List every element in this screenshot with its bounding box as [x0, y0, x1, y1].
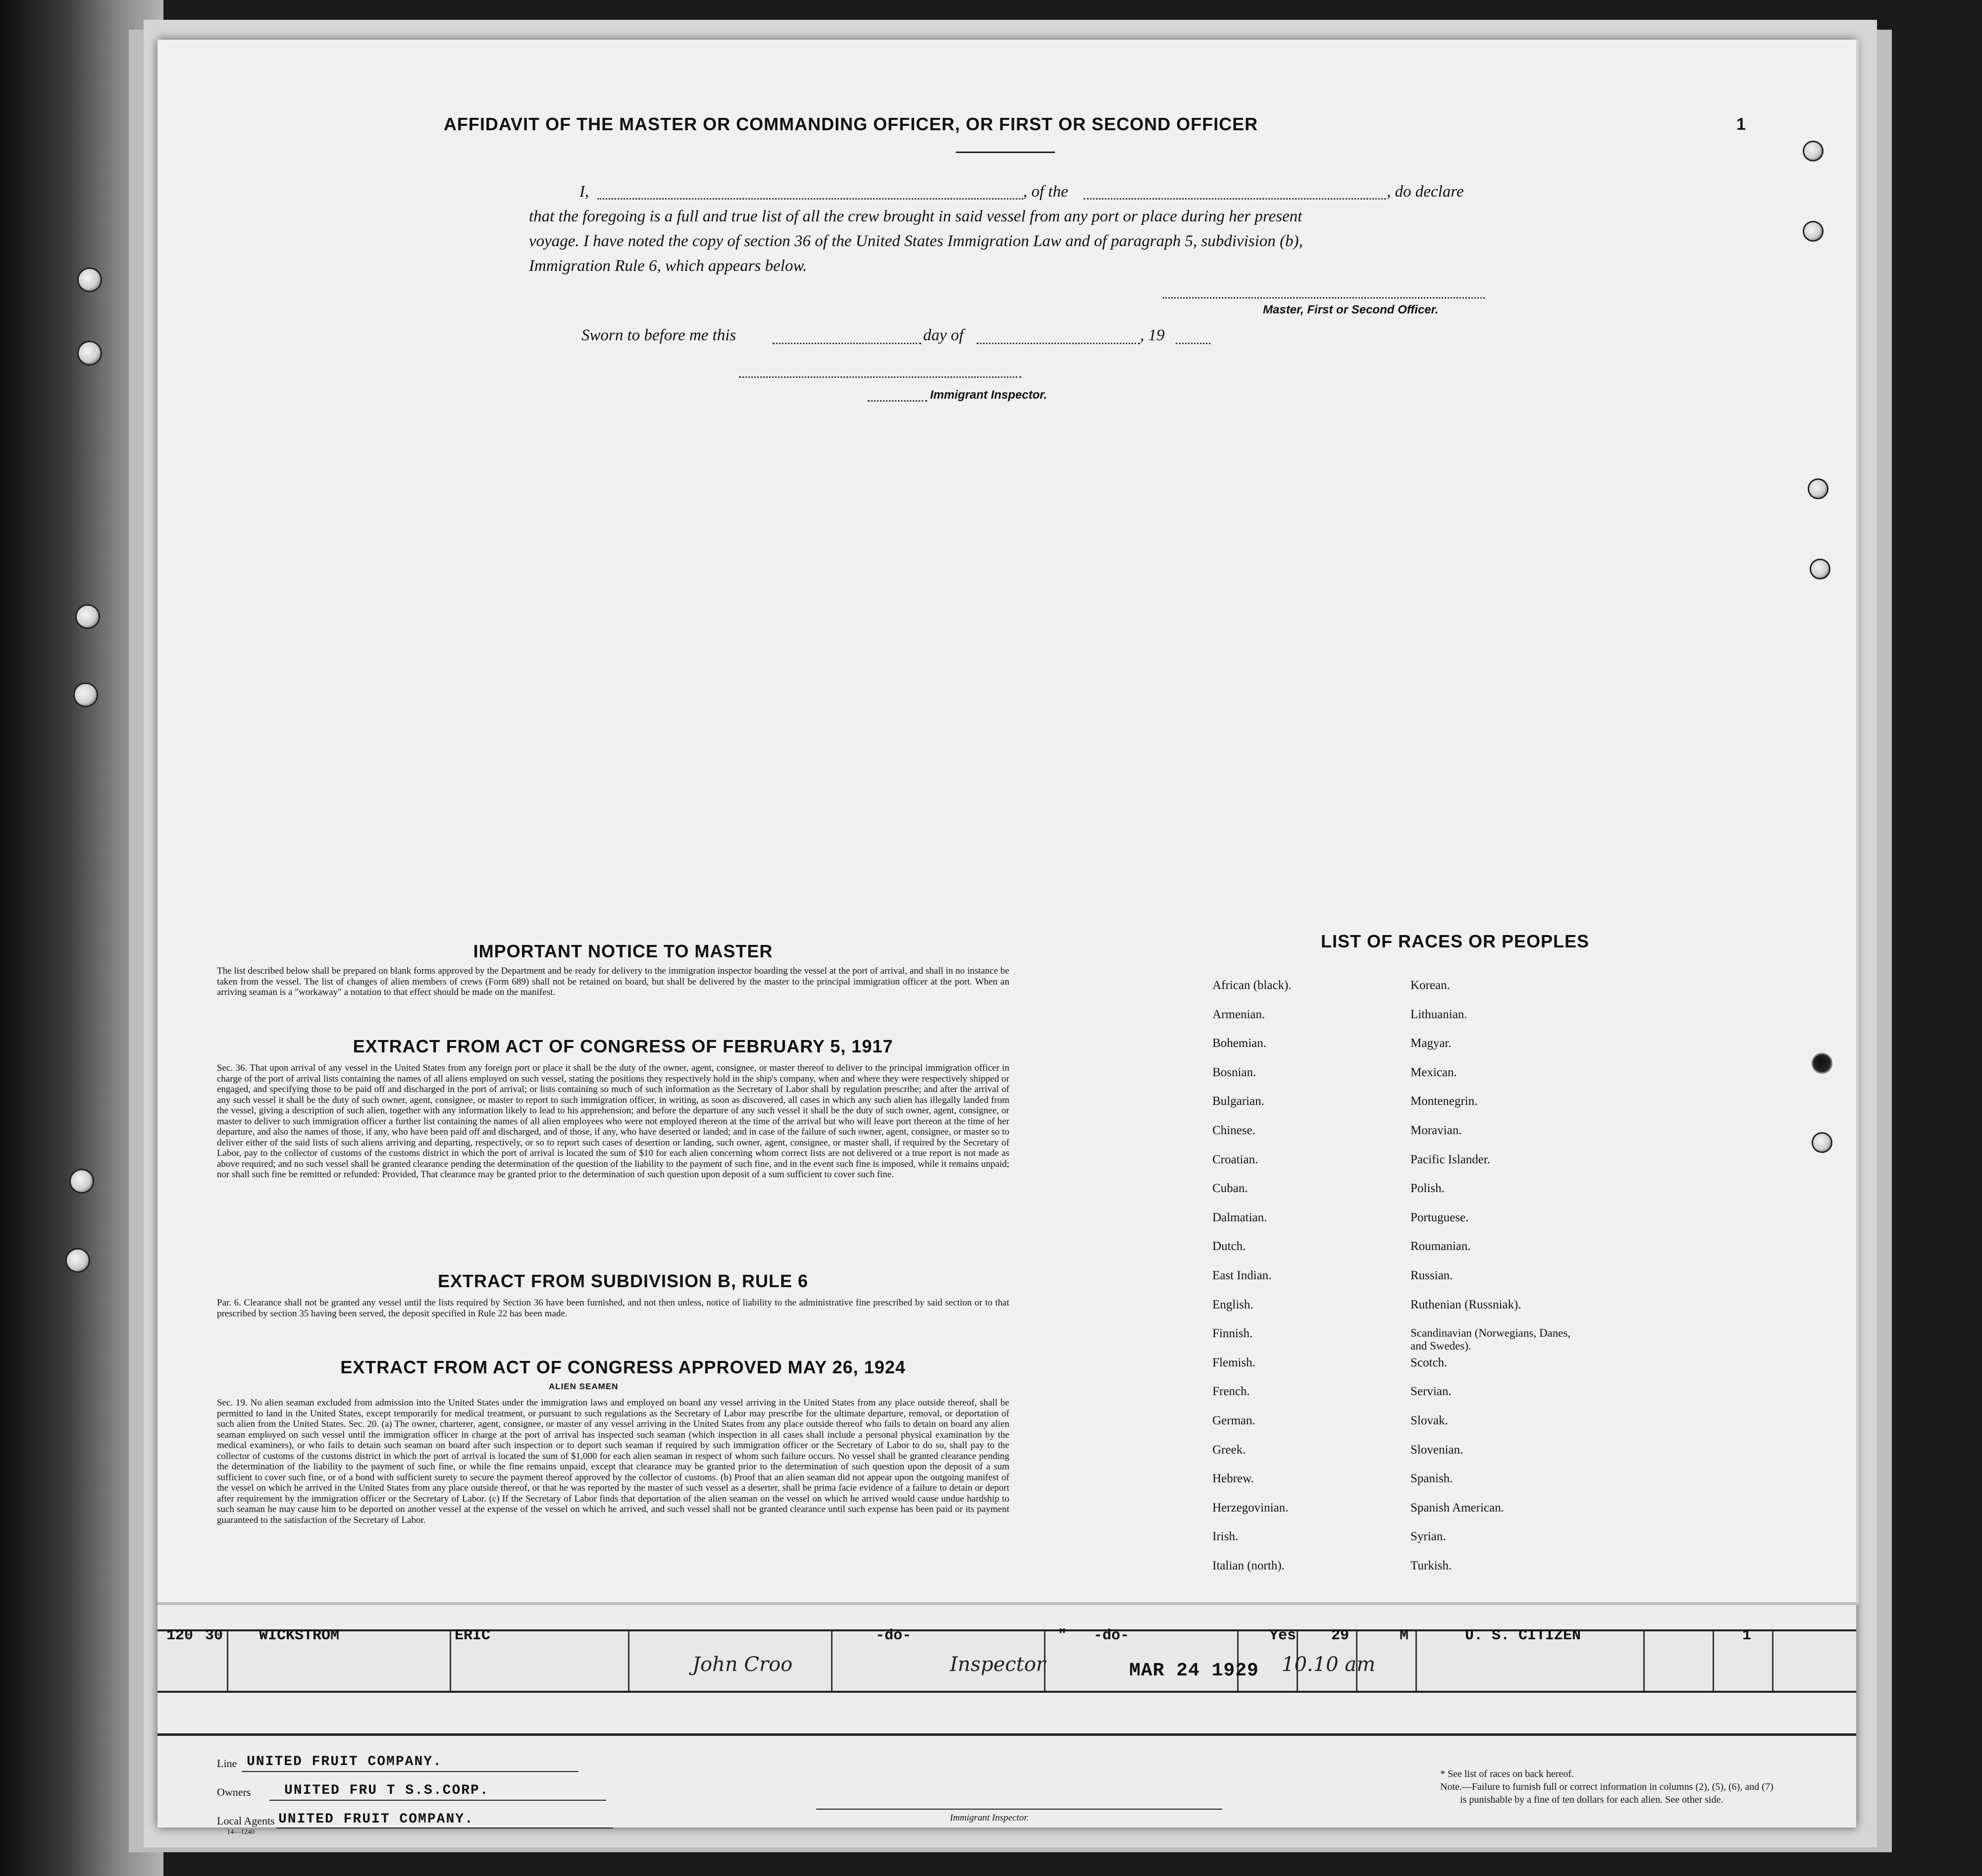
- crew-sex: M: [1400, 1627, 1409, 1644]
- race-item: French.: [1212, 1385, 1250, 1399]
- affidavit-line-3: voyage. I have noted the copy of section 36 of the United States Immigration Law and of paragraph 5, subdivision (b),: [529, 232, 1303, 250]
- agents-value: UNITED FRUIT COMPANY.: [278, 1812, 474, 1827]
- column-divider: [227, 1631, 228, 1691]
- crew-given-name: ERIC: [455, 1627, 491, 1644]
- inspector-label: Immigrant Inspector.: [930, 388, 1047, 402]
- fine-note: Note.—Failure to furnish full or correct information in columns (2), (5), (6), and (7): [1440, 1781, 1773, 1792]
- agents-underline: [276, 1827, 613, 1828]
- race-item: Korean.: [1410, 979, 1450, 992]
- race-item: Pacific Islander.: [1410, 1152, 1491, 1166]
- time-handwritten: 10.10 am: [1282, 1653, 1376, 1676]
- act1917-text: Sec. 36. That upon arrival of any vessel in the United States from any foreign port or place it shall be the duty of the owner, agent, consignee, or master thereof to deliver to the principal immigration officer in charge of the port of arrival lists containing the names of all aliens employed on such vessel, stating the positions they respectively hold in the ship's company, when and where they were respectively shipped or engaged, and specifying those to be paid off and discharged in the port of arrival; or lists containing so much of such information as the Secretary of Labor shall by regulation prescribe; and after the arrival of any such vessel it shall be the duty of such owner, agent, consignee, or master to report to such immigration officer, in writing, as soon as discovered, all cases in which any such alien has illegally landed from the vessel, giving a description of such alien, together with any information likely to lead to his apprehension; and before the departure of any such vessel it shall be the duty of such owner, agent, consignee, or master to deliver to such immigration officer a further list containing the names of all alien employees who were not employed thereon at the time of the arrival but who will leave port thereon at the time of her departure, and also the names of those, if any, who have been paid off and discharged, and of those, if any, who have deserted or landed; and in case of the failure of such owner, agent, consignee, or master so to deliver either of the said lists of such aliens arriving and departing, respectively, or so to report such cases of desertion or landing, such owner, agent, consignee, or master shall, if required by the Secretary of Labor, pay to the collector of customs of the customs district in which the port of arrival is located the sum of $10 for each alien concerning whom correct lists are not delivered or a true report is not made as above required; and no such vessel shall be granted clearance pending the determination of the question of the liability to the payment of such fine, and in the event such fine is imposed, while it remains unpaid; nor shall such fine be remitted or refunded: Provided, That clearance may be granted prior to the determination of such question upon deposit of a sum sufficient to cover such fine.: [217, 1063, 1009, 1180]
- inspector-signature: John Croo: [692, 1653, 793, 1676]
- column-divider: [628, 1631, 629, 1691]
- act1924-title: EXTRACT FROM ACT OF CONGRESS APPROVED MAY 26, 1924: [340, 1357, 906, 1377]
- race-item: Syrian.: [1410, 1530, 1446, 1544]
- binder-hole: [75, 604, 100, 629]
- race-item: Spanish American.: [1410, 1501, 1504, 1514]
- line-label: Line: [217, 1757, 237, 1770]
- race-item: Montenegrin.: [1410, 1094, 1478, 1108]
- page-hole: [1803, 141, 1824, 161]
- title-underline: [956, 152, 1055, 153]
- page-hole: [1808, 478, 1828, 499]
- sworn-month-blank: [977, 343, 1140, 344]
- master-signature-line: [1163, 297, 1485, 299]
- race-item: Flemish.: [1212, 1355, 1255, 1369]
- column-divider: [1772, 1631, 1773, 1691]
- race-item: Mexican.: [1410, 1065, 1457, 1079]
- column-divider: [1415, 1631, 1417, 1691]
- page-number: 1: [1736, 115, 1746, 134]
- race-item: Greek.: [1212, 1443, 1246, 1457]
- notice-text: The list described below shall be prepared on blank forms approved by the Department and be ready for delivery to the immigration inspector boarding the vessel at the port of arrival, and shall in no instance be taken from the vessel. The list of changes of alien members of crews (Form 689) shall not be retained on board, but shall be delivered by the master to the principal immigration officer at the port. When an arriving seaman is a "workaway" a notation to that effect should be made on the manifest.: [217, 966, 1009, 997]
- race-item: Spanish.: [1410, 1472, 1453, 1486]
- line-underline: [242, 1771, 578, 1772]
- date-stamp: MAR 24 1929: [1129, 1660, 1259, 1681]
- ditto-2: -do-: [1094, 1627, 1130, 1644]
- notice-title: IMPORTANT NOTICE TO MASTER: [473, 941, 773, 961]
- race-item: Finnish.: [1212, 1327, 1253, 1341]
- race-item: Slovenian.: [1410, 1443, 1463, 1457]
- race-item: Ruthenian (Russniak).: [1410, 1298, 1521, 1311]
- page-hole: [1803, 221, 1824, 242]
- rule6-text: Par. 6. Clearance shall not be granted any vessel until the lists required by Section 36 have been furnished, and not then unless, notice of liability to the administrative fine prescribed by said section or to that prescribed by section 35 having been served, the deposit specified in Rule 22 has been made.: [217, 1298, 1009, 1319]
- binder-hole: [73, 682, 98, 707]
- page-hole: [1812, 1053, 1832, 1074]
- race-item: African (black).: [1212, 979, 1292, 992]
- owners-label: Owners: [217, 1786, 251, 1798]
- race-item: Hebrew.: [1212, 1472, 1254, 1486]
- race-item: Irish.: [1212, 1530, 1239, 1544]
- race-item: Croatian.: [1212, 1152, 1258, 1166]
- affidavit-title: AFFIDAVIT OF THE MASTER OR COMMANDING OFFICER, OR FIRST OR SECOND OFFICER: [443, 114, 1258, 134]
- sworn-prefix: Sworn to before me this: [581, 326, 736, 344]
- crew-surname: WICKSTROM: [259, 1627, 340, 1644]
- race-item: Dalmatian.: [1212, 1210, 1267, 1224]
- sworn-day-of: day of: [923, 326, 964, 344]
- line-number: 120: [166, 1627, 194, 1644]
- race-item: Bosnian.: [1212, 1065, 1256, 1079]
- binder-hole: [77, 341, 102, 365]
- affidavit-of-the: , of the: [1023, 183, 1068, 201]
- binder-hole: [77, 267, 102, 292]
- sworn-day-blank: [773, 343, 921, 344]
- column-divider: [450, 1631, 451, 1691]
- race-item: Bohemian.: [1212, 1037, 1267, 1050]
- tally-mark: 1: [1742, 1627, 1752, 1644]
- race-item: English.: [1212, 1298, 1253, 1311]
- page-hole: [1810, 559, 1830, 579]
- crew-status: U. S. CITIZEN: [1465, 1627, 1581, 1644]
- crew-row: [157, 1629, 1856, 1693]
- act1917-title: EXTRACT FROM ACT OF CONGRESS OF FEBRUARY 5, 1917: [353, 1036, 893, 1056]
- race-item: Polish.: [1410, 1182, 1445, 1196]
- race-item: Armenian.: [1212, 1007, 1265, 1021]
- binder-hole: [69, 1169, 94, 1194]
- race-item: Turkish.: [1410, 1559, 1452, 1572]
- race-item: Scotch.: [1410, 1355, 1448, 1369]
- affidavit-page: [157, 40, 1859, 1605]
- race-item: Chinese.: [1212, 1123, 1255, 1137]
- affidavit-line-4: Immigration Rule 6, which appears below.: [529, 257, 807, 275]
- ditto-mark: ": [1058, 1627, 1067, 1644]
- fine-note-2: is punishable by a fine of ten dollars for each alien. See other side.: [1460, 1794, 1723, 1805]
- sworn-year: , 19: [1140, 326, 1165, 344]
- line-value: UNITED FRUIT COMPANY.: [247, 1754, 442, 1770]
- race-item: Russian.: [1410, 1268, 1453, 1282]
- page-hole: [1812, 1132, 1832, 1153]
- affidavit-i: I,: [579, 183, 589, 201]
- races-column-1: [1212, 979, 1292, 1588]
- race-item: East Indian.: [1212, 1268, 1272, 1282]
- act1924-subtitle: ALIEN SEAMEN: [549, 1382, 619, 1391]
- name-blank: [597, 198, 1023, 200]
- inspector-lead-dots: [868, 400, 927, 402]
- act1924-text: Sec. 19. No alien seaman excluded from admission into the United States under the immigration laws and employed on board any vessel arriving in the United States from any place outside thereof, shall be permitted to land in the United States, except temporarily for medical treatment, or pursuant to such regulations as the Secretary of Labor may prescribe for the ultimate departure, removal, or deportation of such alien from the United States. Sec. 20. (a) The owner, charterer, agent, consignee, or master of any vessel arriving in the United States from any place outside thereof who fails to detain on board any alien seaman employed on such vessel until the immigration officer in charge at the port of arrival has inspected such seaman (which inspection in all cases shall include a personal physical examination by the medical examiners), or who fails to detain such seaman on board after such inspection or to deport such seaman if required by such immigration officer or the Secretary of Labor to do so, shall pay to the collector of customs of the customs district in which the port of arrival is located the sum of $1,000 for each alien seaman in respect of whom such failure occurs. No vessel shall be granted clearance pending the determination of the liability to the payment of such fine, or while the fine remains unpaid, except that clearance may be granted prior to the determination of such question upon the deposit of a sum sufficient to cover such fine, or of a bond with sufficient surety to secure the payment thereof approved by the collector of customs. (b) Proof that an alien seaman did not appear upon the outgoing manifest of the vessel on which he arrived in the United States from any place outside thereof, or that he was reported by the master of such vessel as a deserter, shall be prima facie evidence of a failure to detain or deport after requirement by the immigration officer or the Secretary of Labor. (c) If the Secretary of Labor finds that deportation of the alien seaman on the vessel on which he arrived would cause undue hardship to such seaman he may cause him to be deported on another vessel at the expense of the vessel on which he arrived, and such vessel shall not be granted clearance until such expense has been paid or its payment guaranteed to the satisfaction of the Secretary of Labor.: [217, 1398, 1009, 1525]
- race-item: Herzegovinian.: [1212, 1501, 1289, 1514]
- column-divider: [831, 1631, 833, 1691]
- race-item: Bulgarian.: [1212, 1094, 1264, 1108]
- race-item: Magyar.: [1410, 1037, 1452, 1050]
- race-item: Scandinavian (Norwegians, Danes, and Swedes).: [1410, 1327, 1571, 1353]
- admitted-yes: Yes: [1269, 1627, 1297, 1644]
- races-title: LIST OF RACES OR PEOPLES: [1320, 931, 1590, 951]
- race-item: Roumanian.: [1410, 1240, 1471, 1253]
- race-item: Cuban.: [1212, 1182, 1248, 1196]
- race-item: German.: [1212, 1413, 1255, 1427]
- manifest-sheet: [157, 40, 1856, 1836]
- race-item: Portuguese.: [1410, 1210, 1469, 1224]
- vessel-blank: [1084, 198, 1386, 200]
- affidavit-do-declare: , do declare: [1387, 183, 1464, 201]
- race-item: Moravian.: [1410, 1123, 1462, 1137]
- footer-inspector-line: [816, 1809, 1222, 1810]
- owners-value: UNITED FRU T S.S.CORP.: [284, 1783, 489, 1798]
- races-column-2: [1410, 979, 1589, 1588]
- sworn-year-blank: [1176, 343, 1210, 344]
- races-note: * See list of races on back hereof.: [1440, 1769, 1574, 1779]
- master-signature-label: Master, First or Second Officer.: [1263, 303, 1439, 316]
- agents-label: Local Agents: [217, 1815, 275, 1827]
- crew-age: 29: [1331, 1627, 1350, 1644]
- age-column: 30: [205, 1627, 223, 1644]
- binder-hole: [65, 1248, 90, 1273]
- ditto-1: -do-: [876, 1627, 912, 1644]
- footer-inspector-label: Immigrant Inspector.: [950, 1813, 1029, 1823]
- footer-divider: [157, 1733, 1856, 1736]
- column-divider: [1713, 1631, 1714, 1691]
- race-item: Italian (north).: [1212, 1559, 1285, 1572]
- affidavit-line-2: that the foregoing is a full and true list of all the crew brought in said vessel from any port or place during her present: [529, 208, 1303, 225]
- form-number: 14—1240: [227, 1828, 255, 1836]
- race-item: Dutch.: [1212, 1240, 1246, 1253]
- race-item: Slovak.: [1410, 1413, 1448, 1427]
- rule6-title: EXTRACT FROM SUBDIVISION B, RULE 6: [437, 1271, 809, 1291]
- race-item: Servian.: [1410, 1385, 1452, 1399]
- race-item: Lithuanian.: [1410, 1007, 1467, 1021]
- inspector-title-handwritten: Inspector: [950, 1653, 1046, 1676]
- inspector-signature-line: [739, 376, 1021, 378]
- owners-underline: [269, 1800, 606, 1801]
- column-divider: [1643, 1631, 1645, 1691]
